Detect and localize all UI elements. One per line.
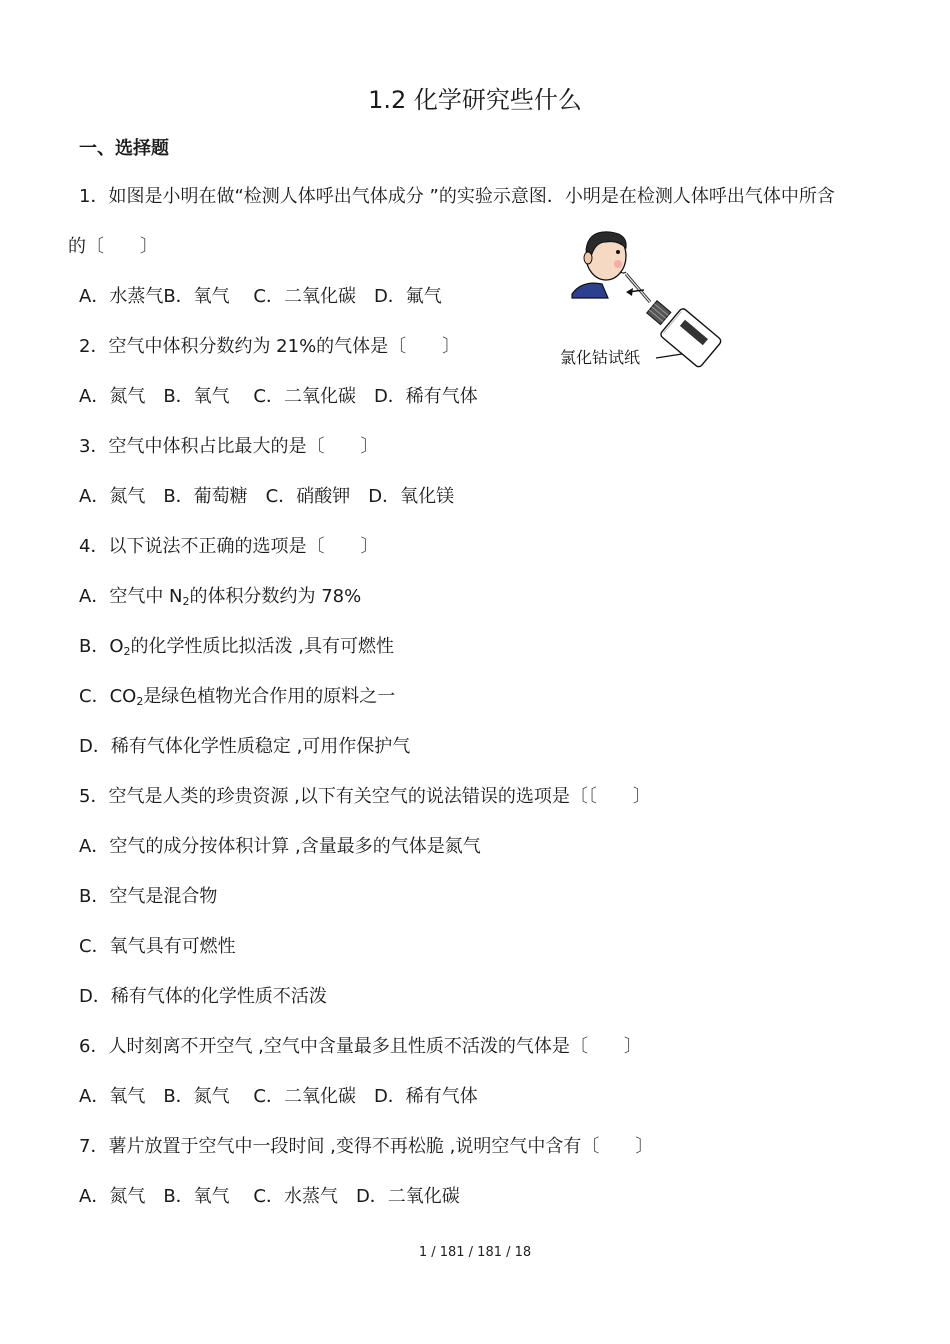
question-4-option-d: D．稀有气体化学性质稳定 ,可用作保护气 [79,736,411,757]
question-4-option-b [79,634,394,665]
question-3-stem: 3．空气中体积占比最大的是〔 〕 [79,436,379,457]
page-title: 1.2 化学研究些什么 [368,86,582,114]
question-6-options: A．氧气 B．氮气 C．二氧化碳 D．稀有气体 [79,1086,478,1107]
breath-test-drawing [558,228,728,370]
option-c-text-rest: 是绿色植物光合作用的原料之一 [143,686,396,707]
question-5-stem: 5．空气是人类的珍贵资源 ,以下有关空气的说法错误的选项是〔〔 〕 [79,786,651,807]
question-5-option-c: C．氧气具有可燃性 [79,936,236,957]
question-1-stem: 1．如图是小明在做“检测人体呼出气体成分 ”的实验示意图．小明是在检测人体呼出气体中所含 [79,186,835,207]
option-a-text: A．空气中 N [79,586,183,607]
question-6-stem: 6．人时刻离不开空气 ,空气中含量最多且性质不活泼的气体是〔 〕 [79,1036,642,1057]
question-7-options: A．氮气 B．氧气 C．水蒸气 D．二氧化碳 [79,1186,460,1207]
question-5-option-a: A．空气的成分按体积计算 ,含量最多的气体是氮气 [79,836,481,857]
question-4-option-c [79,684,395,715]
question-2-stem: 2．空气中体积分数约为 21%的气体是〔 〕 [79,336,461,357]
subscript: 2 [182,595,190,608]
question-4-option-a [79,584,361,615]
option-b-text-rest: 的化学性质比拟活泼 ,具有可燃性 [130,636,394,657]
option-c-text: C．CO [79,686,137,707]
option-b-text: B．O [79,636,124,657]
figure-label: 氯化钴试纸 [560,348,641,367]
page-footer: 1 / 181 / 181 / 18 [418,1245,532,1260]
question-1-options: A．水蒸气B．氧气 C．二氧化碳 D．氟气 [79,286,442,307]
question-5-option-b: B．空气是混合物 [79,886,218,907]
option-a-text-rest: 的体积分数约为 78% [189,586,362,607]
question-1-stem-continued: 的〔 〕 [68,236,158,257]
question-7-stem: 7．薯片放置于空气中一段时间 ,变得不再松脆 ,说明空气中含有〔 〕 [79,1136,654,1157]
question-4-stem: 4．以下说法不正确的选项是〔 〕 [79,536,379,557]
experiment-illustration [558,228,728,370]
question-2-options: A．氮气 B．氧气 C．二氧化碳 D．稀有气体 [79,386,478,407]
question-3-options: A．氮气 B．葡萄糖 C．硝酸钾 D．氧化镁 [79,486,455,507]
section-heading: 一、选择题 [79,138,169,159]
subscript: 2 [123,645,131,658]
question-5-option-d: D．稀有气体的化学性质不活泼 [79,986,327,1007]
subscript: 2 [136,695,144,708]
